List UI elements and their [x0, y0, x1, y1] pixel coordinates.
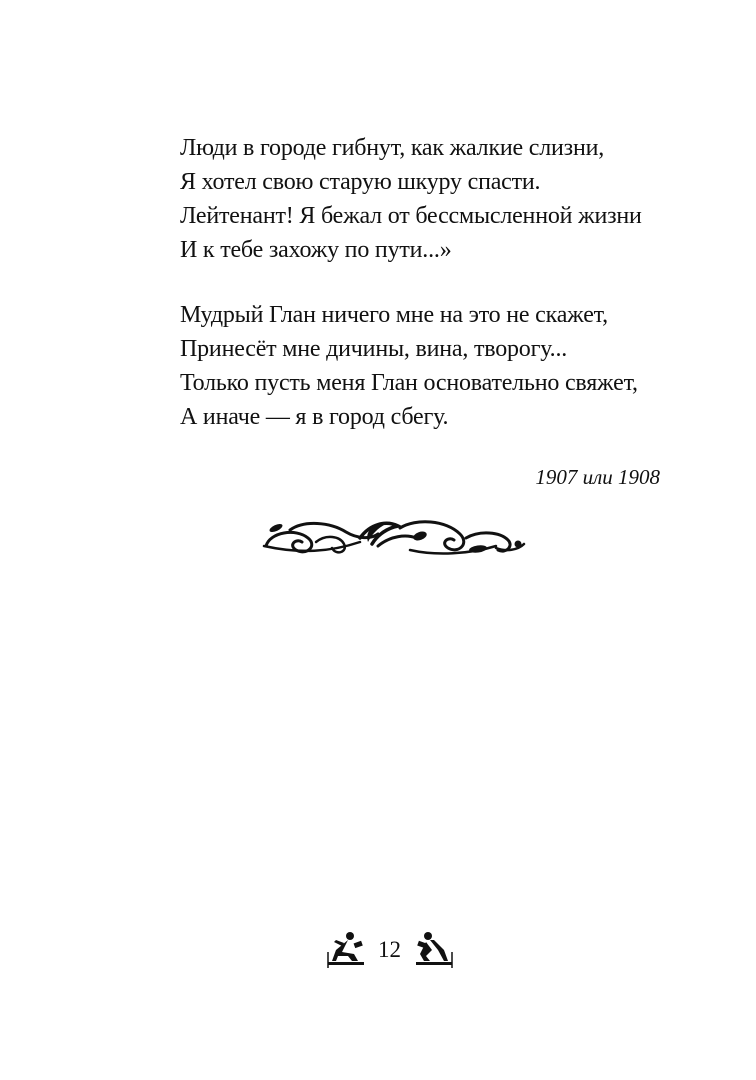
- decorative-swirl-icon: [260, 516, 528, 562]
- poem-line: Я хотел свою старую шкуру спасти.: [180, 169, 541, 195]
- poem-line: Принесёт мне дичины, вина, творогу...: [180, 336, 568, 362]
- page-footer: [0, 928, 756, 972]
- poem-line: Только пусть меня Глан основательно свяжет,: [180, 370, 638, 396]
- reading-figure-icon: [414, 928, 454, 970]
- poem-line: Мудрый Глан ничего мне на это не скажет,: [180, 302, 608, 328]
- poem-date: 1907 или 1908: [535, 465, 660, 489]
- poem-line: А иначе — я в город сбегу.: [180, 404, 449, 430]
- reading-figure-icon: [326, 928, 366, 970]
- poem-line: И к тебе захожу по пути...»: [180, 237, 452, 263]
- poem-line: Лейтенант! Я бежал от бессмысленной жизни: [180, 203, 642, 229]
- page-number: 12: [378, 937, 401, 962]
- poem-stanza-2: [180, 298, 638, 434]
- poem-line: Люди в городе гибнут, как жалкие слизни,: [180, 135, 605, 161]
- poem-stanza-1: [180, 131, 642, 267]
